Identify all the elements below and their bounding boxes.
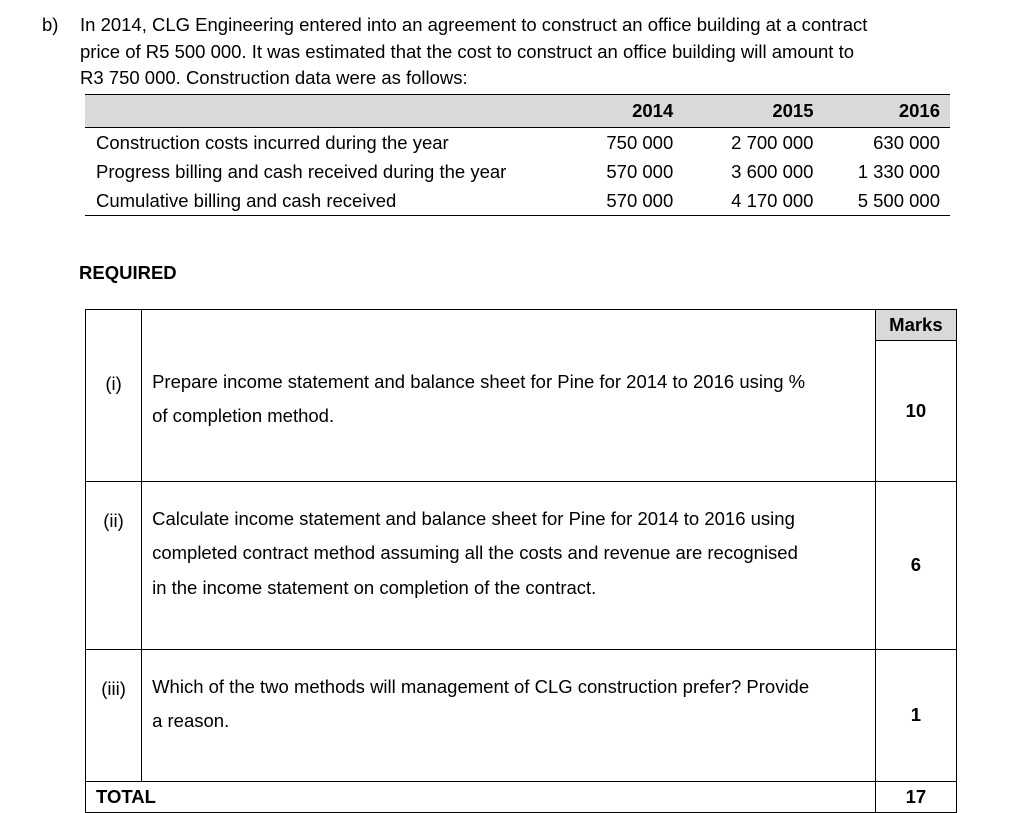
- requirements-table: [85, 309, 957, 813]
- table-row: [85, 157, 950, 186]
- header-blank-text: [142, 310, 876, 341]
- requirement-marks: 1: [875, 649, 956, 781]
- header-2014: 2014: [550, 95, 674, 128]
- requirement-line: Calculate income statement and balance sheet for Pine for 2014 to 2016 using: [152, 507, 795, 529]
- row-label: Cumulative billing and cash received: [85, 186, 550, 216]
- total-label: TOTAL: [86, 781, 876, 812]
- requirement-line: a reason.: [152, 710, 230, 731]
- total-row: [86, 781, 957, 812]
- required-heading: REQUIRED: [79, 262, 177, 283]
- intro-line: In 2014, CLG Engineering entered into an agreement to construct an office building at a contract: [80, 14, 868, 35]
- construction-data-table: [85, 94, 950, 216]
- cell-2014: 570 000: [606, 160, 674, 182]
- requirement-line: in the income statement on completion of the contract.: [152, 576, 597, 598]
- cell-2014: 750 000: [606, 131, 674, 153]
- requirements-header-row: [86, 310, 957, 341]
- marks-header: Marks: [875, 310, 956, 341]
- requirement-marks: 6: [875, 481, 956, 649]
- header-blank-num: [86, 310, 142, 341]
- requirement-text: [142, 649, 876, 781]
- requirement-row: [86, 649, 957, 781]
- table-header-row: [85, 95, 950, 128]
- requirement-row: [86, 341, 957, 482]
- requirement-marks: 10: [875, 341, 956, 482]
- cell-2015: 3 600 000: [731, 160, 814, 182]
- requirement-line: of completion method.: [152, 405, 335, 426]
- cell-2015: 2 700 000: [731, 131, 814, 153]
- cell-2016: 5 500 000: [813, 186, 950, 216]
- total-marks: 17: [875, 781, 956, 812]
- intro-line: R3 750 000. Construction data were as follows:: [80, 67, 468, 88]
- requirement-line: Which of the two methods will management of CLG construction prefer? Provide: [152, 675, 810, 697]
- table-row: [85, 186, 950, 216]
- requirement-number: (ii): [86, 481, 142, 649]
- cell-2014: 570 000: [550, 186, 674, 216]
- intro-line: price of R5 500 000. It was estimated that the cost to construct an office building will amount to: [80, 40, 855, 62]
- question-label: b): [42, 14, 59, 35]
- requirement-text: [142, 481, 876, 649]
- row-label: Construction costs incurred during the year: [96, 131, 449, 153]
- requirement-text: [142, 341, 876, 482]
- cell-2016: 630 000: [873, 131, 940, 153]
- requirement-row: [86, 481, 957, 649]
- header-2015: 2015: [673, 95, 813, 128]
- header-2016: 2016: [813, 95, 950, 128]
- question-intro: [42, 12, 947, 92]
- question-text: [80, 12, 947, 92]
- row-label: Progress billing and cash received during the year: [96, 160, 507, 182]
- requirement-line: Prepare income statement and balance sheet for Pine for 2014 to 2016 using %: [152, 370, 806, 392]
- header-blank: [85, 95, 550, 128]
- cell-2015: 4 170 000: [673, 186, 813, 216]
- requirement-number: (iii): [86, 649, 142, 781]
- cell-2016: 1 330 000: [857, 160, 940, 182]
- requirement-line: completed contract method assuming all the costs and revenue are recognised: [152, 542, 798, 563]
- requirement-number: (i): [86, 341, 142, 482]
- table-row: [85, 128, 950, 158]
